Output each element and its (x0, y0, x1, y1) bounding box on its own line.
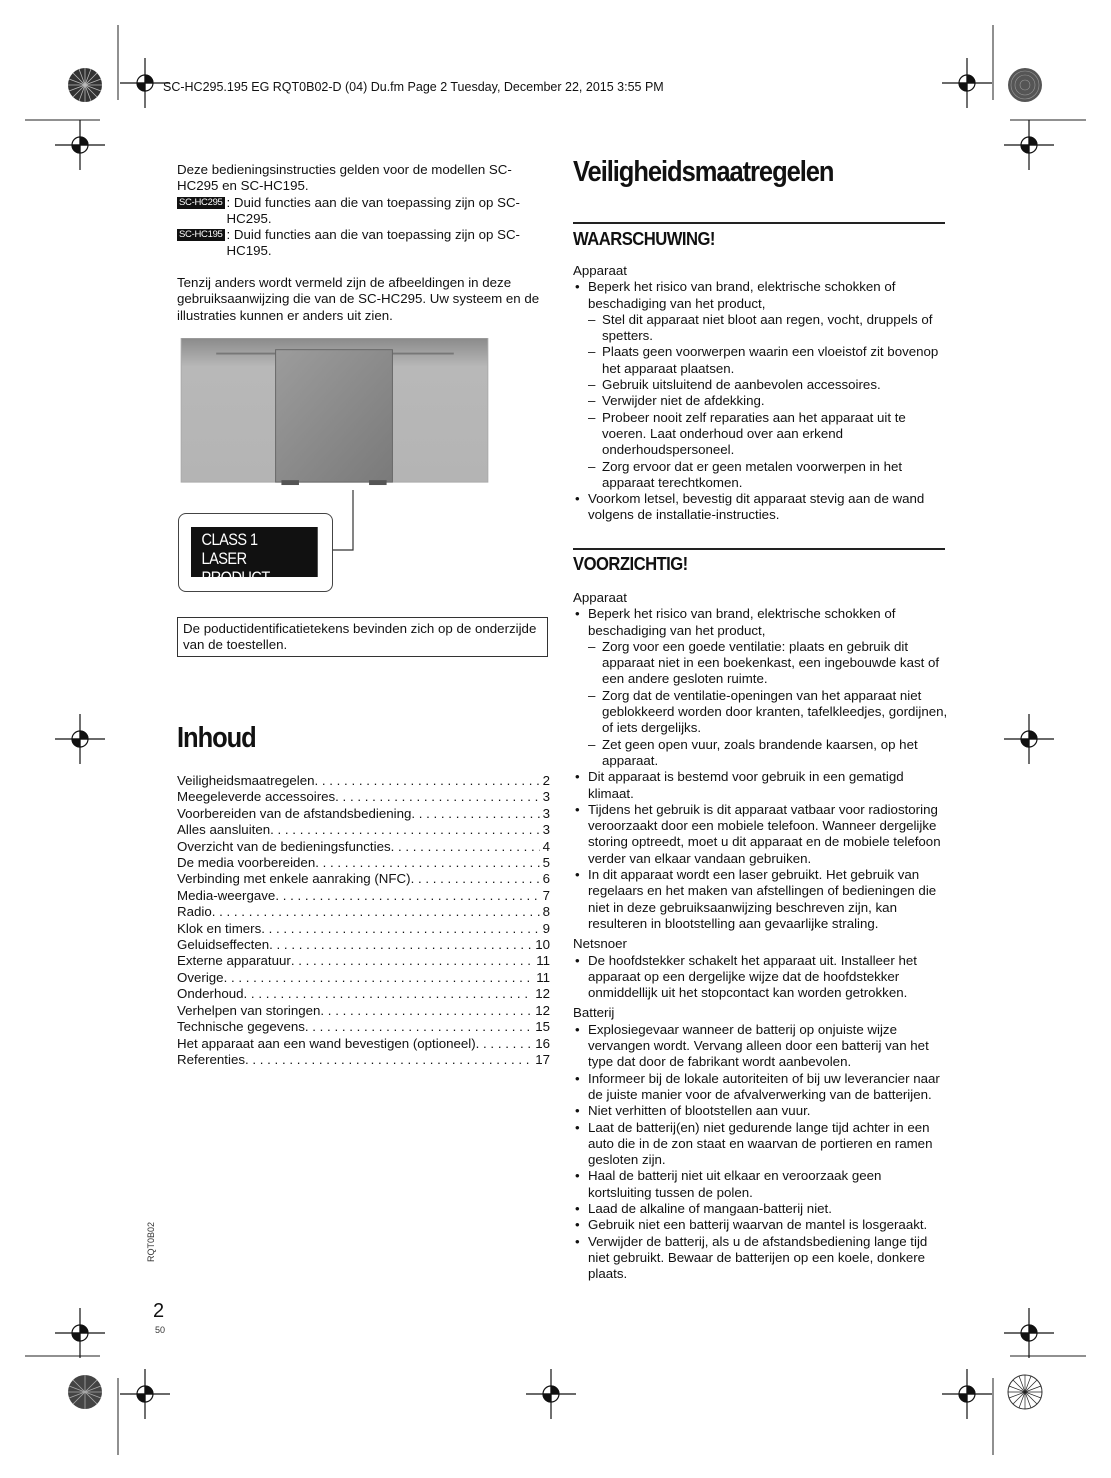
toc-entry-label: Het apparaat aan een wand bevestigen (optioneel) (177, 1035, 476, 1051)
list-item: • Tijdens het gebruik is dit apparaat vatbaar voor radiostoring veroorzaakt door een mobiele telefoon. Wanneer dergelijke storing optreedt, moet u dit apparaat en de mobiele telefoon verder van elkaar vandaan gebruiken. (573, 802, 948, 867)
toc-dot-leader (320, 1003, 532, 1019)
list-item: – Plaats geen voorwerpen waarin een vloeistof zit bovenop het apparaat plaatsen. (588, 344, 948, 377)
toc-entry-page: 3 (542, 789, 550, 805)
toc-entry (177, 986, 550, 1002)
toc-entry (177, 937, 550, 953)
toc-entry-label: Onderhoud (177, 986, 244, 1002)
toc-entry-label: Voorbereiden van de afstandsbediening (177, 805, 412, 821)
toc-entry-label: Radio (177, 904, 212, 920)
section-label: Batterij (573, 1005, 615, 1021)
toc-entry-page: 12 (535, 1002, 550, 1018)
toc-entry (177, 921, 550, 937)
toc-entry (177, 904, 550, 920)
toc-entry-page: 16 (535, 1035, 550, 1051)
toc-dot-leader (245, 1052, 532, 1068)
toc-dot-leader (315, 855, 539, 871)
caution-heading: VOORZICHTIG! (573, 553, 688, 574)
toc-entry-label: Veiligheidsmaatregelen (177, 773, 315, 788)
model-tag: SC-HC195 (179, 229, 223, 241)
toc-entry-page: 17 (535, 1051, 550, 1067)
model-tag-text: : Duid functies aan die van toepassing zijn op SC-HC295. (226, 194, 520, 226)
list-item: • Laad de alkaline of mangaan-batterij niet. (573, 1201, 948, 1217)
file-header: SC-HC295.195 EG RQT0B02-D (04) Du.fm Page 2 Tuesday, December 22, 2015 3:55 PM (163, 80, 664, 94)
list-item: – Zorg ervoor dat er geen metalen voorwerpen in het apparaat terechtkomen. (588, 459, 948, 492)
toc-dot-leader (335, 789, 539, 805)
toc-entry (177, 888, 550, 904)
doc-code: RQT0B02 (146, 1221, 156, 1262)
laser-label-line: LASER PRODUCT (201, 550, 270, 587)
toc-dot-leader (244, 986, 533, 1002)
list-item: • Verwijder de batterij, als u de afstandsbediening lange tijd niet gebruikt. Bewaar de batterijen op een koele, donkere plaats. (573, 1234, 948, 1283)
toc-entry (177, 1003, 550, 1019)
toc-dot-leader (224, 970, 534, 986)
toc-entry-label: Verhelpen van storingen (177, 1002, 321, 1018)
toc-entry (177, 1036, 550, 1052)
list-item: • In dit apparaat wordt een laser gebruikt. Het gebruik van regelaars en het maken van afstellingen of bedieningen die niet in deze gebruiksaanwijzing beschreven zijn, kan resulteren in blootstelling aan gevaarlijke straling. (573, 867, 948, 932)
toc-entry-page: 2 (542, 773, 550, 788)
toc-entry-label: Referenties (177, 1051, 245, 1067)
toc-entry-label: Media-weergave (177, 887, 276, 903)
toc-entry (177, 1019, 550, 1035)
toc-dot-leader (411, 871, 540, 887)
toc-entry-label: Geluidseffecten (177, 937, 270, 953)
table-of-contents (177, 773, 550, 1068)
model-tag: SC-HC295 (179, 196, 223, 208)
toc-dot-leader (411, 806, 539, 822)
illustration-note: Tenzij anders wordt vermeld zijn de afbeeldingen in deze gebruiksaanwijzing die van de SC-HC295. Uw systeem en de illustraties kunnen er anders uit zien. (177, 275, 540, 323)
model-tag-text: : Duid functies aan die van toepassing zijn op SC-HC195. (226, 227, 520, 259)
list-item: • Dit apparaat is bestemd voor gebruik in een gematigd klimaat. (573, 769, 948, 802)
page-number: 2 (153, 1300, 165, 1322)
toc-dot-leader (212, 904, 540, 920)
list-item: • Haal de batterij niet uit elkaar en veroorzaak geen kortsluiting tussen de polen. (573, 1168, 948, 1201)
toc-dot-leader (269, 937, 532, 953)
toc-entry (177, 822, 550, 838)
toc-dot-leader (305, 1019, 532, 1035)
warning-section (573, 263, 948, 524)
toc-entry-page: 3 (542, 805, 550, 821)
toc-dot-leader (261, 921, 539, 937)
list-item: – Probeer nooit zelf reparaties aan het apparaat uit te voeren. Laat onderhoud over aan erkend onderhoudspersoneel. (588, 410, 948, 459)
toc-entry-label: Externe apparatuur (177, 953, 291, 969)
toc-entry-label: Alles aansluiten (177, 822, 271, 838)
toc-entry-page: 11 (536, 969, 550, 985)
leader-line (330, 490, 360, 554)
toc-entry-page: 5 (542, 855, 550, 871)
list-item: • Niet verhitten of blootstellen aan vuur. (573, 1103, 948, 1119)
list-item: – Zorg voor een goede ventilatie: plaats en gebruik dit apparaat niet in een boekenkast, een ingebouwde kast of een andere gesloten ruimte. (588, 639, 948, 688)
toc-entry-page: 7 (542, 887, 550, 903)
laser-product-label (191, 527, 318, 587)
list-item-text: Beperk het risico van brand, elektrische schokken of beschadiging van het product, (588, 279, 896, 311)
toc-entry-label: Klok en timers (177, 920, 262, 936)
toc-entry (177, 773, 550, 789)
toc-entry-label: Technische gegevens (177, 1019, 305, 1035)
toc-entry-page: 4 (542, 838, 550, 854)
toc-entry (177, 855, 550, 871)
toc-entry (177, 789, 550, 805)
toc-dot-leader (270, 822, 539, 838)
list-item: • Laat de batterij(en) niet gedurende lange tijd achter in een auto die in de zon staat en waarvan de portieren en ramen gesloten zijn. (573, 1120, 948, 1169)
list-item: • De hoofdstekker schakelt het apparaat uit. Installeer het apparaat op een dergelijke wijze dat de hoofdstekker onmiddellijk uit het stopcontact kan worden getrokken. (573, 953, 948, 1002)
caution-section (573, 590, 948, 1282)
toc-entry (177, 839, 550, 855)
toc-entry-label: Overzicht van de bedieningsfuncties (177, 838, 391, 854)
toc-entry-page: 12 (535, 986, 550, 1002)
list-item: • Gebruik niet een batterij waarvan de mantel is losgeraakt. (573, 1217, 948, 1233)
toc-dot-leader (391, 839, 540, 855)
toc-entry (177, 953, 550, 969)
model-tag-row (177, 195, 552, 228)
toc-entry-page: 8 (542, 904, 550, 920)
toc-entry-page: 3 (542, 822, 550, 838)
divider (573, 548, 945, 550)
page-number-small: 50 (155, 1325, 166, 1335)
toc-entry (177, 871, 550, 887)
toc-dot-leader (291, 953, 533, 969)
list-item: – Zorg dat de ventilatie-openingen van het apparaat niet geblokkeerd worden door kranten, tafelkleedjes, gordijnen, of iets dergelijks. (588, 688, 948, 737)
toc-entry-page: 15 (535, 1019, 550, 1035)
toc-dot-leader (315, 773, 540, 789)
toc-entry-page: 6 (542, 871, 550, 887)
list-item-text: Beperk het risico van brand, elektrische schokken of beschadiging van het product, (588, 606, 896, 638)
toc-dot-leader (476, 1036, 533, 1052)
list-item: – Verwijder niet de afdekking. (588, 393, 948, 409)
intro-text: Deze bedieningsinstructies gelden voor de modellen SC-HC295 en SC-HC195. (177, 162, 512, 194)
list-item (573, 279, 948, 491)
section-label: Apparaat (573, 590, 627, 605)
list-item (573, 606, 948, 769)
model-tag-row (177, 227, 552, 260)
toc-title: Inhoud (177, 722, 256, 754)
section-label: Apparaat (573, 263, 627, 278)
toc-entry-page: 11 (536, 953, 550, 969)
device-illustration (177, 338, 492, 486)
divider (573, 222, 945, 224)
list-item: • Voorkom letsel, bevestig dit apparaat stevig aan de wand volgens de installatie-instructies. (573, 491, 948, 524)
section-label: Netsnoer (573, 936, 627, 952)
list-item: – Zet geen open vuur, zoals brandende kaarsen, op het apparaat. (588, 737, 948, 770)
safety-title: Veiligheidsmaatregelen (573, 156, 834, 188)
toc-entry (177, 970, 550, 986)
toc-entry (177, 806, 550, 822)
toc-dot-leader (275, 888, 539, 904)
toc-entry-label: Verbinding met enkele aanraking (NFC) (177, 871, 411, 887)
warning-heading: WAARSCHUWING! (573, 228, 715, 249)
toc-entry-page: 9 (542, 920, 550, 936)
list-item: • Informeer bij de lokale autoriteiten of bij uw leverancier naar de juiste manier voor de afvalverwerking van de batterijen. (573, 1071, 948, 1104)
list-item: – Stel dit apparaat niet bloot aan regen, vocht, druppels of spetters. (588, 312, 948, 345)
list-item: – Gebruik uitsluitend de aanbevolen accessoires. (588, 377, 948, 393)
toc-entry-label: Meegeleverde accessoires (177, 789, 336, 805)
toc-entry-page: 10 (535, 937, 550, 953)
list-item: • Explosiegevaar wanneer de batterij op onjuiste wijze vervangen wordt. Vervang alleen door een batterij van het type dat door de fabrikant wordt aanbevolen. (573, 1022, 948, 1071)
identification-note: De poductidentificatietekens bevinden zich op de onderzijde van de toestellen. (177, 617, 548, 657)
toc-entry (177, 1052, 550, 1068)
toc-entry-label: Overige (177, 969, 224, 985)
intro-block (177, 162, 552, 260)
toc-entry-label: De media voorbereiden (177, 855, 316, 871)
laser-label-line: CLASS 1 (201, 531, 258, 549)
